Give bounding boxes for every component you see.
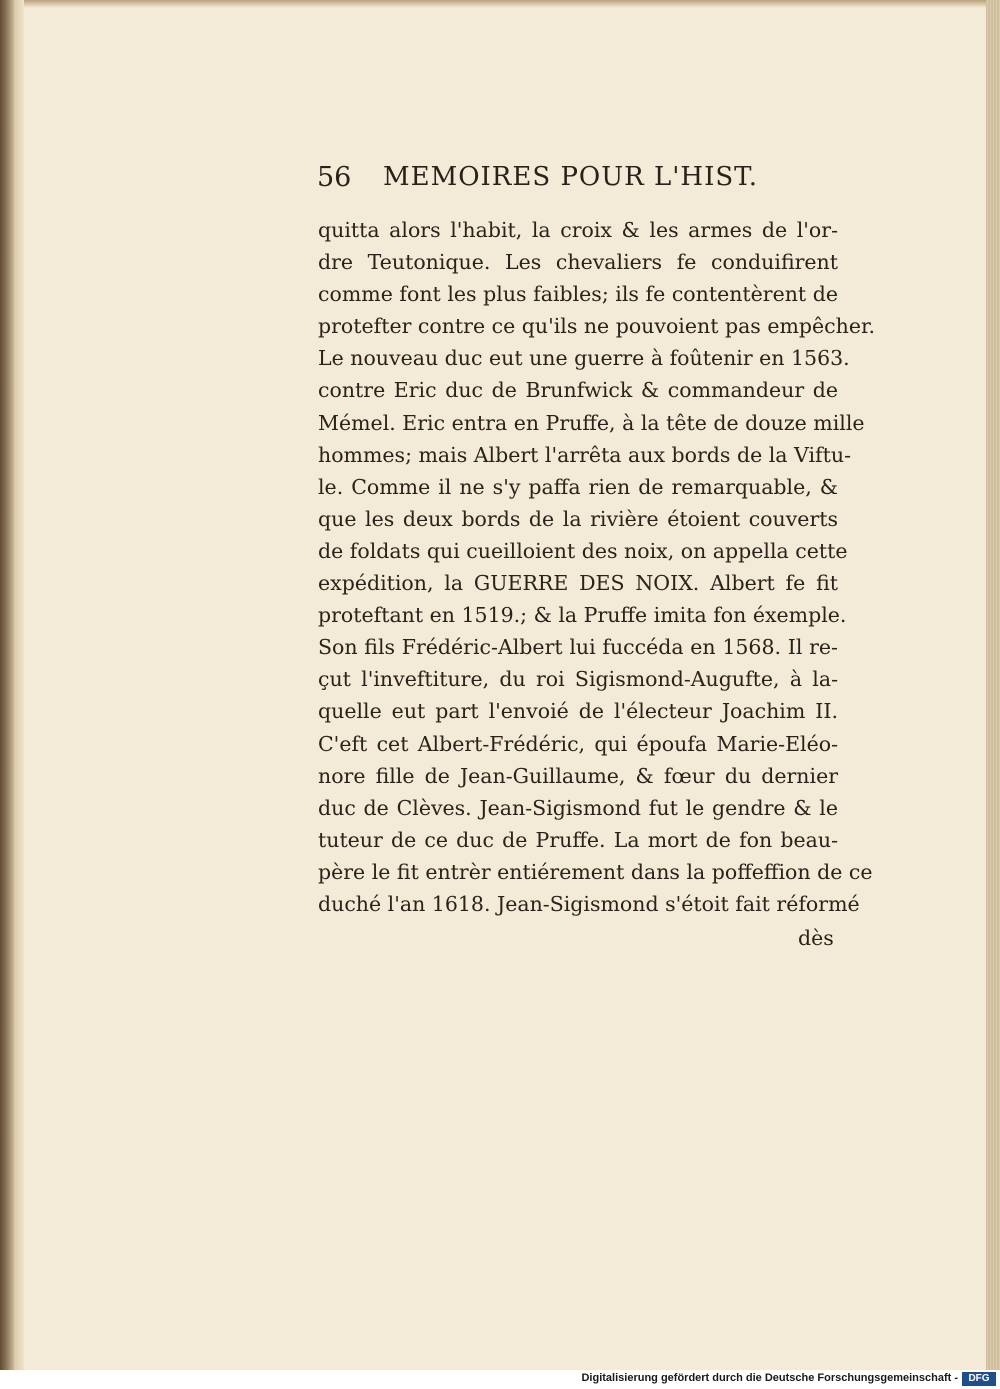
body-text [318,214,876,920]
page-gutter-shadow [14,0,24,1370]
text-line: père le fit entrèr entiérement dans la poffeffion de ce [318,859,873,884]
text-line: duc de Clèves. Jean-Sigismond fut le gendre & le [318,795,838,820]
text-line: protefter contre ce qu'ils ne pouvoient pas empêcher. [318,314,876,339]
page-number: 56 [317,162,352,193]
text-line: Mémel. Eric entra en Pruffe, à la tête de douze mille [318,410,865,435]
page-header [317,160,758,200]
book-spine-edge [0,0,14,1370]
text-line: que les deux bords de la rivière étoient couverts [318,506,838,531]
funding-credit: Digitalisierung gefördert durch die Deutsche Forschungsgemeinschaft - [581,1372,958,1384]
text-line: dre Teutonique. Les chevaliers fe conduifirent [318,250,838,275]
text-line: çut l'inveftiture, du roi Sigismond-Augufte, à la- [318,667,838,692]
text-line: quitta alors l'habit, la croix & les armes de l'or- [318,218,838,242]
text-line: proteftant en 1519.; & la Pruffe imita fon éxemple. [318,603,847,628]
catchword: dès [798,926,834,950]
text-line: tuteur de ce duc de Pruffe. La mort de fon beau- [318,827,838,852]
text-line: comme font les plus faibles; ils fe contentèrent de [318,282,838,307]
text-line: contre Eric duc de Brunfwick & commandeur de [318,378,838,403]
text-line: Le nouveau duc eut une guerre à foûtenir en 1563. [318,346,850,371]
text-line: de foldats qui cueilloient des noix, on appella cette [318,538,848,563]
text-line: expédition, la GUERRE DES NOIX. Albert fe fit [318,571,838,596]
text-line: C'eft cet Albert-Frédéric, qui époufa Marie-Eléo- [318,731,838,756]
text-line: quelle eut part l'envoié de l'électeur Joachim II. [318,699,838,724]
running-head: MEMOIRES POUR L'HIST. [383,162,758,192]
text-line: hommes; mais Albert l'arrêta aux bords de la Viftu- [318,442,851,467]
dfg-logo: DFG [962,1372,996,1386]
text-line: duché l'an 1618. Jean-Sigismond s'étoit fait réformé [318,891,860,916]
page-fore-edge [986,0,1000,1370]
text-line: Son fils Frédéric-Albert lui fuccéda en 1568. Il re- [318,635,838,660]
text-line: le. Comme il ne s'y paffa rien de remarquable, & [318,474,838,499]
text-line: nore fille de Jean-Guillaume, & fœur du dernier [318,763,838,788]
page-top-edge [0,0,1000,8]
